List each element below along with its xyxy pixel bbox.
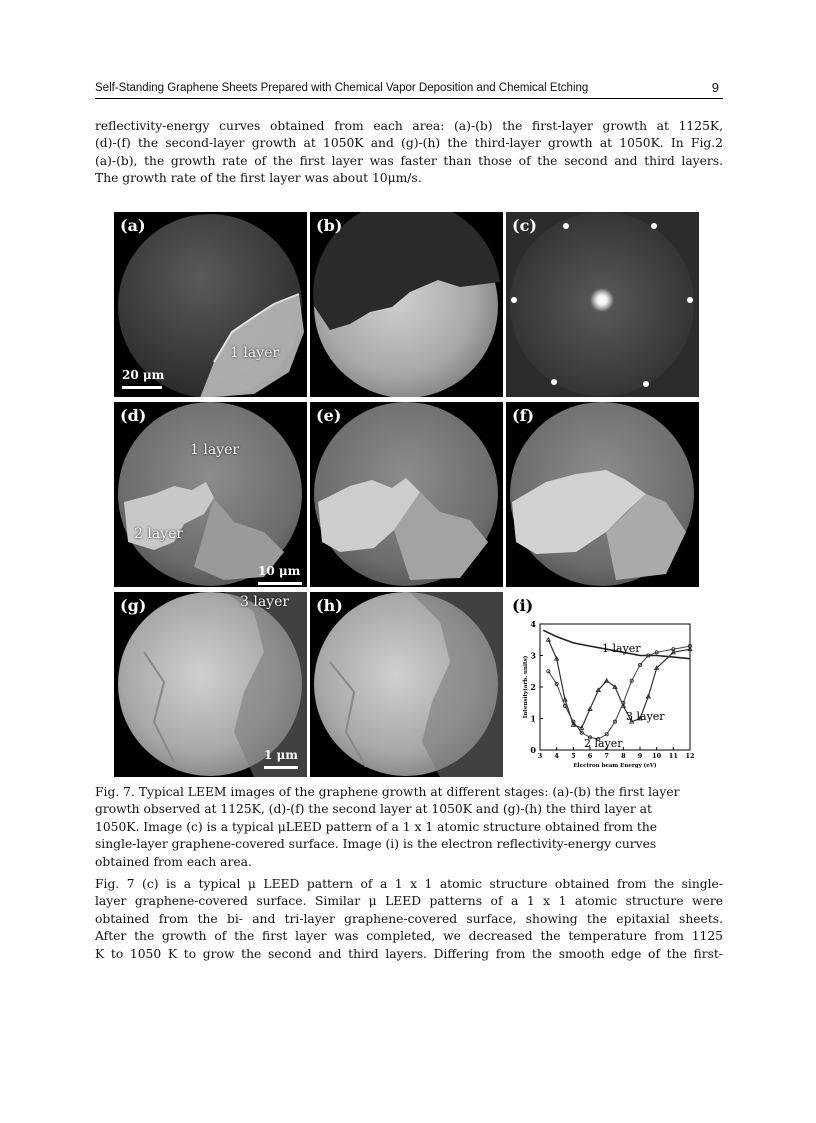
body-paragraph: [95, 876, 723, 963]
panel-label: (f): [512, 406, 535, 425]
x-axis-label: Electron beam Energy (eV): [573, 763, 657, 769]
intro-paragraph: [95, 118, 723, 188]
leem-image-f: [506, 402, 699, 587]
running-header: [95, 80, 723, 99]
body-line: layer graphene-covered surface. Similar μ LEED patterns of a 1 x 1 atomic structure were: [95, 894, 723, 909]
scale-label: 1 μm: [264, 748, 299, 762]
scale-bar: [264, 766, 298, 769]
scale-bar: [258, 582, 302, 585]
series-annotation: 1 layer: [602, 642, 641, 655]
y-axis-label: Intensity(arb. units): [523, 655, 529, 719]
caption-line: growth observed at 1125K, (d)-(f) the second layer at 1050K and (g)-(h) the third layer at: [95, 802, 652, 817]
panel-a: [114, 212, 307, 397]
x-tick-label: 10: [652, 752, 662, 760]
panel-label: (c): [512, 216, 537, 235]
y-tick-label: 3: [530, 650, 536, 661]
figure-7: [114, 212, 699, 775]
leem-image-h: [310, 592, 503, 777]
figure-caption: [95, 784, 723, 871]
x-tick-label: 5: [571, 752, 576, 760]
layer-annotation: 2 layer: [134, 526, 184, 542]
x-tick-label: 12: [685, 752, 695, 760]
series-annotation: 3 layer: [626, 710, 665, 723]
panel-label: (b): [316, 216, 343, 235]
leem-image-e: [310, 402, 503, 587]
panel-i: [506, 592, 699, 777]
x-tick-label: 11: [668, 752, 678, 760]
x-tick-label: 7: [604, 752, 609, 760]
panel-label: (h): [316, 596, 343, 615]
panel-g: [114, 592, 307, 777]
leed-pattern-c: [506, 212, 699, 397]
x-tick-label: 8: [621, 752, 626, 760]
panel-label: (e): [316, 406, 342, 425]
caption-line: Fig. 7. Typical LEEM images of the graphene growth at different stages: (a)-(b) the first layer: [95, 785, 680, 799]
panel-f: [506, 402, 699, 587]
layer-annotation: 3 layer: [240, 594, 290, 610]
leem-image-b: [310, 212, 503, 397]
y-tick-label: 0: [530, 745, 536, 755]
scale-label: 10 μm: [258, 564, 301, 578]
leem-image-d: [114, 402, 307, 587]
body-line: obtained from the bi- and tri-layer graphene-covered surface, showing the epitaxial sheets.: [95, 911, 723, 926]
panel-label: (g): [120, 596, 147, 615]
intro-line: reflectivity-energy curves obtained from each area: (a)-(b) the first-layer growth at 1125K,: [95, 119, 723, 133]
reflectivity-chart: [506, 592, 699, 777]
y-tick-label: 4: [530, 619, 536, 629]
x-tick-label: 4: [554, 752, 559, 760]
running-title: Self-Standing Graphene Sheets Prepared with Chemical Vapor Deposition and Chemical Etching: [95, 82, 589, 94]
panel-label: (d): [120, 406, 147, 425]
x-tick-label: 3: [537, 752, 543, 760]
intro-line: (a)-(b), the growth rate of the first layer was faster than those of the second and third layers.: [95, 153, 723, 168]
series-line-2: [548, 646, 690, 739]
y-tick-label: 1: [530, 713, 536, 724]
scale-label: 20 μm: [122, 368, 165, 382]
panel-c: [506, 212, 699, 397]
panel-h: [310, 592, 503, 777]
x-tick-label: 6: [587, 752, 593, 760]
y-tick-label: 2: [530, 682, 536, 692]
panel-e: [310, 402, 503, 587]
page-number: 9: [711, 80, 719, 95]
body-line: Fig. 7 (c) is a typical μ LEED pattern of a 1 x 1 atomic structure obtained from the single-: [95, 877, 723, 891]
body-line: After the growth of the first layer was completed, we decreased the temperature from 1125: [95, 929, 723, 944]
layer-annotation: 1 layer: [190, 442, 240, 458]
layer-annotation: 1 layer: [230, 345, 280, 361]
series-annotation: 2 layer: [584, 737, 623, 750]
scale-bar: [122, 386, 162, 389]
x-tick-label: 9: [637, 752, 643, 760]
caption-line: obtained from each area.: [95, 854, 252, 869]
intro-line: (d)-(f) the second-layer growth at 1050K and (g)-(h) the third-layer growth at 1050K. In Fig.2: [95, 136, 723, 151]
caption-line: single-layer graphene-covered surface. Image (i) is the electron reflectivity-energy curves: [95, 837, 657, 852]
intro-line: The growth rate of the first layer was about 10μm/s.: [95, 171, 422, 186]
caption-line: 1050K. Image (c) is a typical μLEED pattern of a 1 x 1 atomic structure obtained from the: [95, 819, 658, 834]
panel-b: [310, 212, 503, 397]
body-line: K to 1050 K to grow the second and third layers. Differing from the smooth edge of the first-: [95, 946, 723, 961]
panel-label: (a): [120, 216, 146, 235]
data-point: [547, 670, 550, 673]
panel-d: [114, 402, 307, 587]
panel-label: (i): [512, 596, 534, 615]
